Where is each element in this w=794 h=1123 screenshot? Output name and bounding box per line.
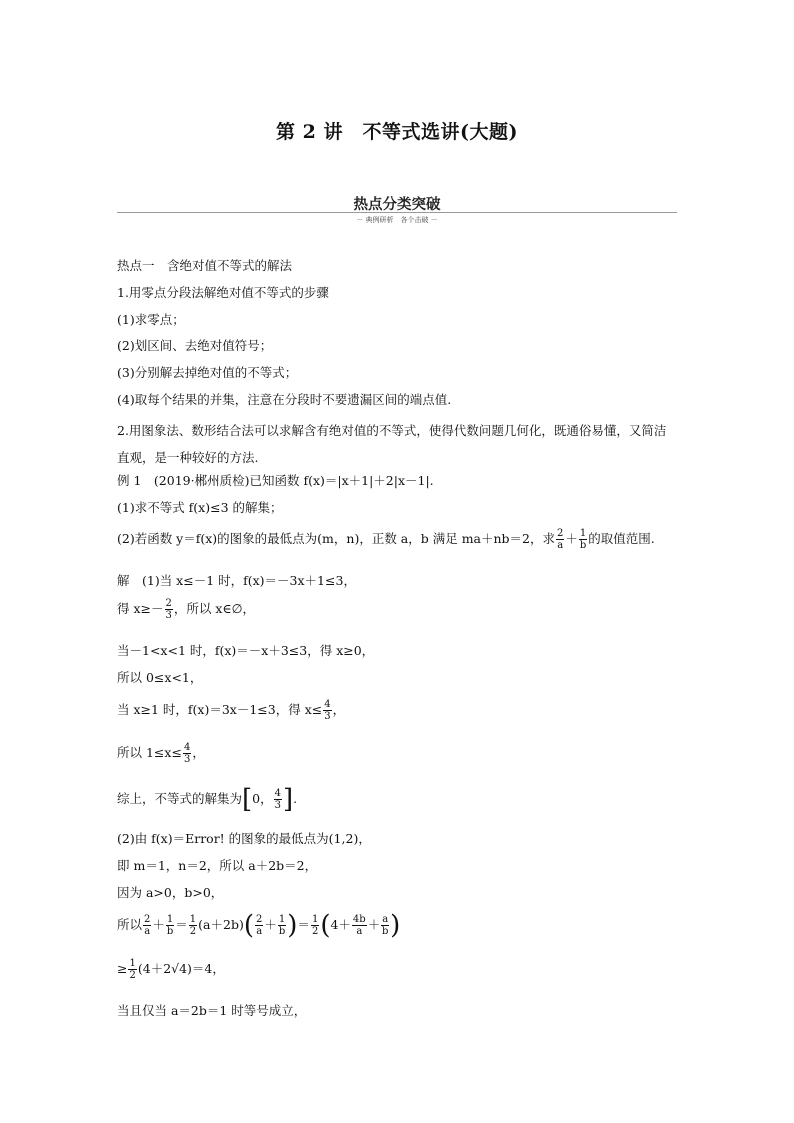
part-2-line-3: 因为 a>0，b>0， (117, 885, 224, 900)
method-heading: 1.用零点分段法解绝对值不等式的步骤 (117, 285, 329, 300)
hotspot-heading: 热点一 含绝对值不等式的解法 (117, 258, 293, 273)
question-2-text: (2)若函数 y＝f(x)的图象的最低点为(m，n)，正数 a，b 满足 ma＋nb＝2，求 (117, 531, 556, 546)
solution-line-1: 解 (1)当 x≤－1 时，f(x)＝－3x＋1≤3， (117, 573, 356, 588)
step-3: (3)分别解去掉绝对值的不等式； (117, 365, 298, 380)
section-subtitle: － 典例研析 各个击破 － (356, 216, 438, 224)
fraction-2-over-3: $\frac{2}{3}$ (165, 598, 172, 621)
step-1: (1)求零点； (117, 312, 185, 327)
solution-line-4: 所以 0≤x<1， (117, 670, 203, 685)
section-heading: 热点分类突破 (353, 197, 441, 213)
method-2-paragraph: 2.用图象法、数形结合法可以求解含有绝对值的不等式，使得代数问题几何化，既通俗易懂，又简洁直观，是一种较好的方法. (117, 423, 667, 465)
solution-set-line: 综上，不等式的解集为[0， $\frac{4}{3}$ ]. (117, 784, 298, 815)
step-2: (2)划区间、去绝对值符号； (117, 338, 273, 353)
question-2: (2)若函数 y＝f(x)的图象的最低点为(m，n)，正数 a，b 满足 ma＋nb＝2，求 $\frac{2}{a}$ ＋ $\frac{1}{b}$ 的取值范围. (117, 528, 655, 551)
solution-line-3: 当－1<x<1 时，f(x)＝－x＋3≤3，得 x≥0， (117, 643, 375, 658)
fraction-4-over-3-b: $\frac{4}{3}$ (183, 742, 191, 765)
part-2-line-5: ≥ $\frac{1}{2}$ (4＋2√4)＝4， (117, 958, 225, 981)
fraction-1-over-b: $\frac{1}{b}$ (579, 528, 587, 551)
fraction-2-over-a: $\frac{2}{a}$ (557, 528, 564, 551)
question-2-tail: 的取值范围. (588, 531, 655, 546)
solution-line-5: 当 x≥1 时，f(x)＝3x－1≤3，得 x≤ $\frac{4}{3}$ ， (117, 699, 346, 722)
part-2-line-4: 所以 $\frac{2}{a}$ ＋ $\frac{1}{b}$ ＝ $\frac{1}{2}$ (a＋2b)( $\frac{2}{a}$ ＋ $\frac{1}{b}$ )＝ $\frac{1}{2}$ (4＋ $\frac{4b}{a}$ ＋ $\frac{a}{b}$ ) (117, 910, 401, 941)
part-2-line-2: 即 m＝1，n＝2，所以 a＋2b＝2， (117, 858, 318, 873)
solution-line-2: 得 x≥－ $\frac{2}{3}$ ，所以 x∈∅， (117, 598, 256, 621)
page-title: 第 2 讲 不等式选讲(大题) (276, 121, 518, 143)
fraction-4-over-3: $\frac{4}{3}$ (324, 699, 331, 722)
part-2-line-1: (2)由 f(x)＝Error! 的图象的最低点为(1,2)， (117, 831, 371, 846)
question-1: (1)求不等式 f(x)≤3 的解集； (117, 500, 283, 515)
section-divider (117, 212, 677, 213)
fraction-4-over-3-c: $\frac{4}{3}$ (274, 788, 281, 811)
solution-line-6: 所以 1≤x≤ $\frac{4}{3}$ ， (117, 742, 205, 765)
part-2-line-6: 当且仅当 a＝2b＝1 时等号成立， (117, 1003, 307, 1018)
step-4: (4)取每个结果的并集，注意在分段时不要遗漏区间的端点值. (117, 392, 452, 407)
example-1-statement: 例 1 (2019·郴州质检)已知函数 f(x)＝|x＋1|＋2|x－1|. (117, 473, 434, 488)
